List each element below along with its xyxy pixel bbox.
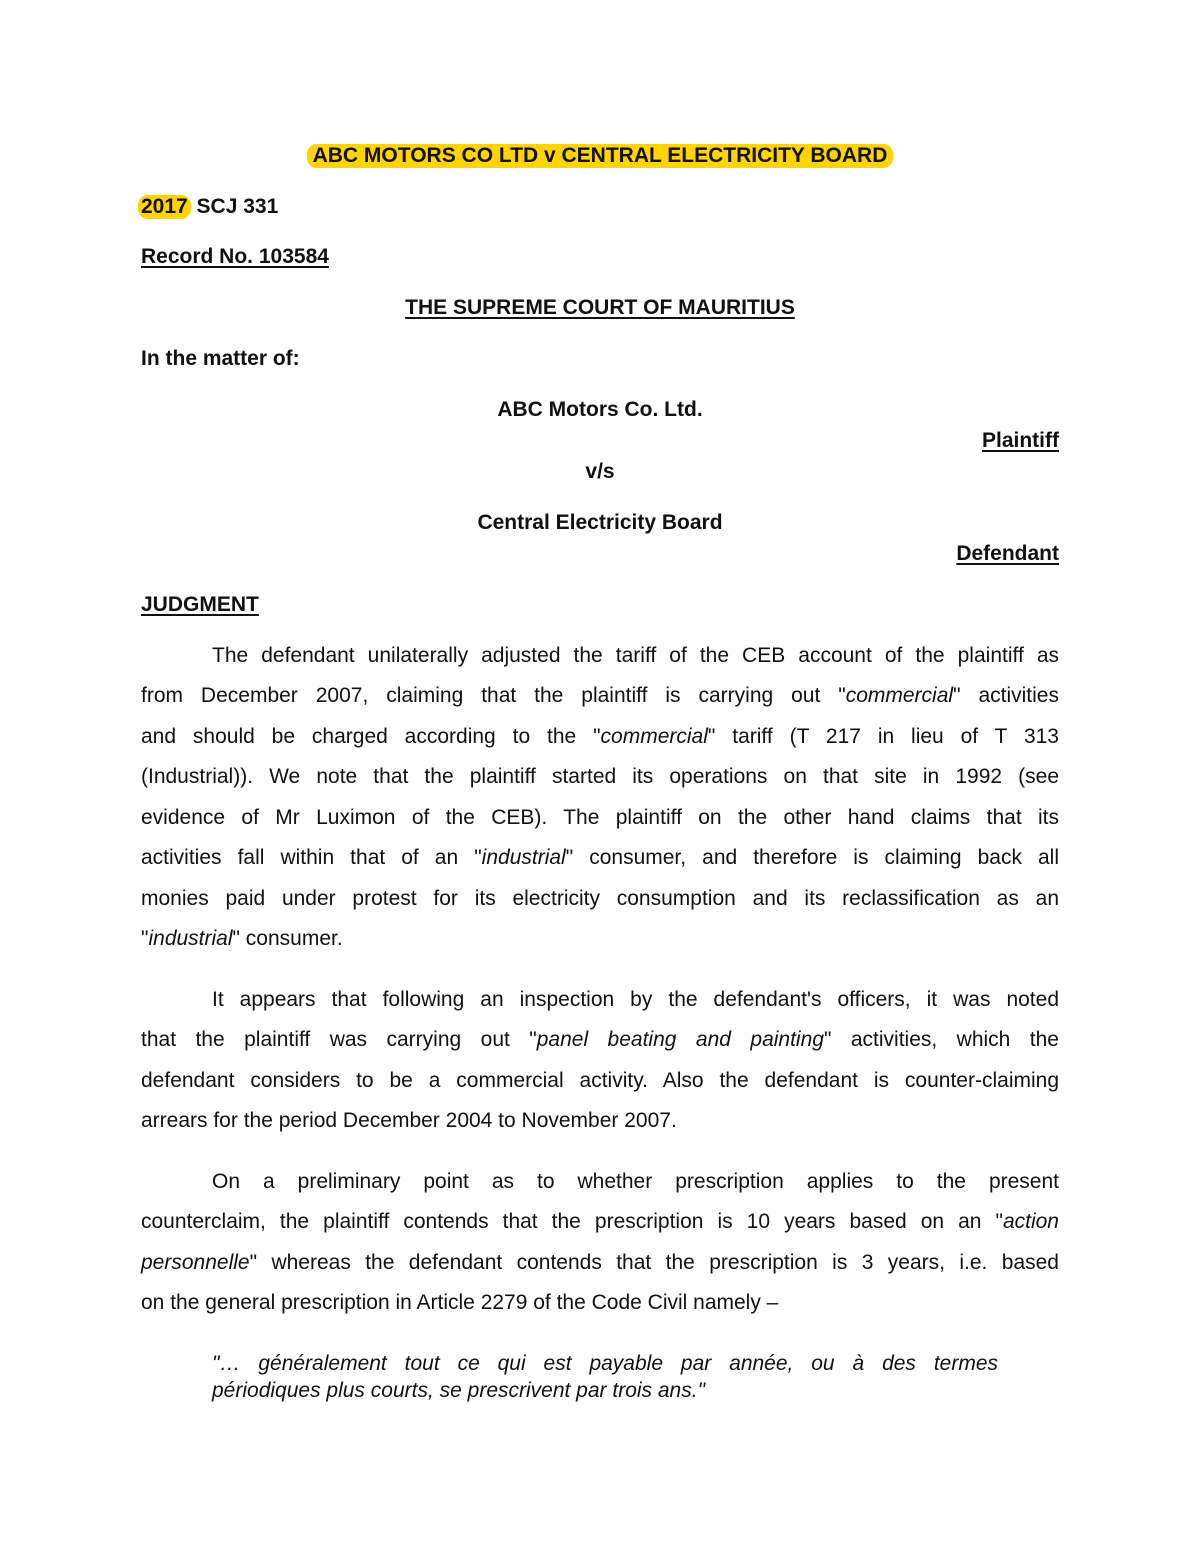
p1-line-5: evidence of Mr Luximon of the CEB). The plaintiff on the other hand claims that its (141, 806, 1059, 829)
defendant-label-line (141, 541, 1059, 567)
p1-line-7: monies paid under protest for its electricity consumption and its reclassification as an (141, 887, 1059, 910)
case-title: ABC MOTORS CO LTD v CENTRAL ELECTRICITY BOARD (307, 144, 894, 168)
defendant-label: Defendant (956, 542, 1059, 565)
p2-line-2-italic: panel beating and painting (536, 1028, 824, 1051)
plaintiff-label-line (141, 428, 1059, 454)
p1-line-3-a: and should be charged according to the " (141, 725, 601, 748)
record-number-line (141, 244, 1059, 270)
p1-line-3-italic: commercial (600, 725, 708, 748)
citation-year: 2017 (138, 195, 191, 219)
p3-line-3-italic: personnelle (141, 1251, 250, 1274)
p3-line-1: On a preliminary point as to whether prescription applies to the present (212, 1170, 1059, 1193)
p3-line-3-b: " whereas the defendant contends that the prescription is 3 years, i.e. based (249, 1251, 1059, 1274)
p1-line-1: The defendant unilaterally adjusted the tariff of the CEB account of the plaintiff as (212, 644, 1059, 667)
court-line (141, 295, 1059, 321)
p3-line-4: on the general prescription in Article 2279 of the Code Civil namely – (141, 1291, 779, 1314)
p3-line-2-a: counterclaim, the plaintiff contends that the prescription is 10 years based on an " (141, 1210, 1003, 1233)
defendant-name: Central Electricity Board (477, 511, 723, 534)
p1-line-6-italic: industrial (481, 846, 566, 869)
citation-rest: SCJ 331 (190, 195, 279, 218)
plaintiff-name: ABC Motors Co. Ltd. (497, 398, 703, 421)
p1-line-6-b: " consumer, and therefore is claiming back all (565, 846, 1059, 869)
p1-line-6 (141, 845, 1059, 871)
court-name: THE SUPREME COURT OF MAURITIUS (405, 296, 795, 319)
p1-line-8-b: " consumer. (232, 927, 343, 950)
judgment-heading-line (141, 592, 1059, 618)
matter-intro: In the matter of: (141, 347, 300, 370)
p1-line-4: (Industrial)). We note that the plaintiff started its operations on that site in 1992 (see (141, 765, 1059, 788)
p1-line-3 (141, 724, 1059, 750)
p1-line-8-a: " (141, 927, 149, 950)
judgment-heading: JUDGMENT (141, 593, 259, 616)
p1-line-8 (141, 926, 1059, 952)
p1-line-2 (141, 683, 1059, 709)
p1-line-2-a: from December 2007, claiming that the plaintiff is carrying out " (141, 684, 846, 707)
p1-line-8-italic: industrial (148, 927, 233, 950)
case-title-line (141, 143, 1059, 169)
plaintiff-label: Plaintiff (982, 429, 1059, 452)
versus: v/s (585, 460, 615, 483)
p2-line-4: arrears for the period December 2004 to November 2007. (141, 1109, 677, 1132)
p1-line-3-b: " tariff (T 217 in lieu of T 313 (707, 725, 1059, 748)
p1-line-6-a: activities fall within that of an " (141, 846, 482, 869)
p1-line-2-b: " activities (953, 684, 1059, 707)
citation (141, 194, 1059, 220)
p3-line-3 (141, 1250, 1059, 1276)
p3-line-2-italic: action (1002, 1210, 1059, 1233)
p2-line-2-b: " activities, which the (823, 1028, 1059, 1051)
quote-line-1: "… généralement tout ce qui est payable par année, ou à des termes (212, 1352, 998, 1375)
p2-line-3: defendant considers to be a commercial activity. Also the defendant is counter-claiming (141, 1069, 1059, 1092)
p2-line-2-a: that the plaintiff was carrying out " (141, 1028, 537, 1051)
quote-line-2: périodiques plus courts, se prescrivent par trois ans." (212, 1379, 706, 1402)
p2-line-2 (141, 1027, 1059, 1053)
p2-line-1: It appears that following an inspection by the defendant's officers, it was noted (212, 988, 1059, 1011)
p1-line-2-italic: commercial (845, 684, 954, 707)
p3-line-2 (141, 1209, 1059, 1235)
record-number: Record No. 103584 (141, 245, 329, 268)
